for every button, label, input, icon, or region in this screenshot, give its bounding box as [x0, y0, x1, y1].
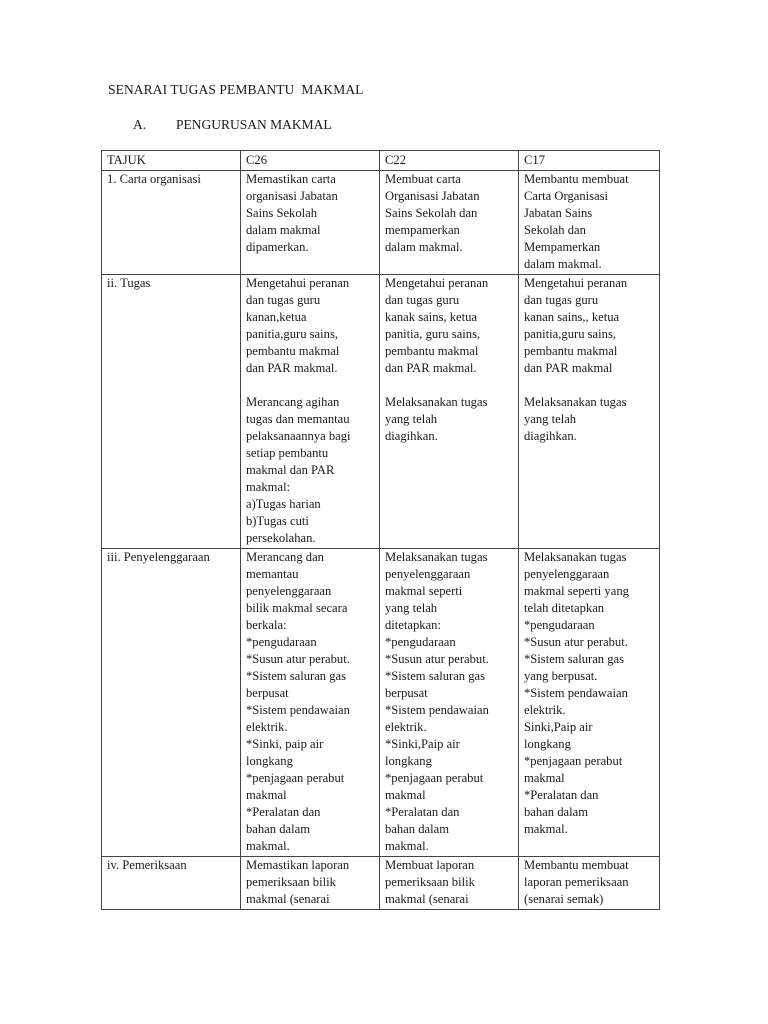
- header-c26: C26: [241, 151, 380, 171]
- c22-text: Membuat laporan pemeriksaan bilik makmal (senarai: [385, 858, 475, 906]
- topic-cell: [102, 171, 241, 275]
- topic-text: iv. Pemeriksaan: [107, 858, 187, 872]
- c22-text: Melaksanakan tugas penyelenggaraan makmal seperti yang telah ditetapkan: *pengudaraan *Susun atur perabut. *Sistem saluran gas berpusat *Sistem pendawaian elektrik. *Sinki,Paip air longkang *penjagaan perabut makmal *Peralatan dan bahan dalam makmal.: [385, 550, 489, 853]
- c22-cell: [380, 275, 519, 549]
- c26-cell: [241, 275, 380, 549]
- c22-text: Membuat carta Organisasi Jabatan Sains Sekolah dan mempamerkan dalam makmal.: [385, 172, 480, 254]
- topic-cell: [102, 857, 241, 910]
- topic-text: iii. Penyelenggaraan: [107, 550, 210, 564]
- c17-text: Membantu membuat Carta Organisasi Jabatan Sains Sekolah dan Mempamerkan dalam makmal.: [524, 172, 629, 271]
- c26-text: Merancang dan memantau penyelenggaraan bilik makmal secara berkala: *pengudaraan *Susun atur perabut. *Sistem saluran gas berpusat *Sistem pendawaian elektrik. *Sinki, paip air longkang *penjagaan perabut makmal *Peralatan dan bahan dalam makmal.: [246, 550, 350, 853]
- c17-cell: [519, 857, 660, 910]
- duty-table: [101, 150, 660, 910]
- section-letter: A.: [133, 117, 147, 132]
- section-heading: [133, 117, 332, 133]
- c17-text: Mengetahui peranan dan tugas guru kanan sains,, ketua panitia,guru sains, pembantu makmal dan PAR makmal Melaksanakan tugas yang telah diagihkan.: [524, 276, 628, 443]
- c26-text: Mengetahui peranan dan tugas guru kanan,ketua panitia,guru sains, pembantu makmal dan PAR makmal. Merancang agihan tugas dan memantau pelaksanaannya bagi setiap pembantu makmal dan PAR makmal: a)Tugas harian b)Tugas cuti persekolahan.: [246, 276, 351, 545]
- c22-cell: [380, 549, 519, 857]
- topic-text: 1. Carta organisasi: [107, 172, 201, 186]
- c26-text: Memastikan laporan pemeriksaan bilik makmal (senarai: [246, 858, 350, 906]
- c26-text: Memastikan carta organisasi Jabatan Sains Sekolah dalam makmal dipamerkan.: [246, 172, 338, 254]
- document-title: SENARAI TUGAS PEMBANTU MAKMAL: [108, 82, 364, 97]
- c26-cell: [241, 857, 380, 910]
- c22-cell: [380, 171, 519, 275]
- table-header-row: [102, 151, 660, 171]
- c26-cell: [241, 171, 380, 275]
- c17-text: Melaksanakan tugas penyelenggaraan makmal seperti yang telah ditetapkan *pengudaraan *Susun atur perabut. *Sistem saluran gas yang berpusat. *Sistem pendawaian elektrik. Sinki,Paip air longkang *penjagaan perabut makmal *Peralatan dan bahan dalam makmal.: [524, 550, 629, 836]
- c17-cell: [519, 171, 660, 275]
- section-title: PENGURUSAN MAKMAL: [176, 117, 332, 132]
- topic-text: ii. Tugas: [107, 276, 151, 290]
- c22-text: Mengetahui peranan dan tugas guru kanak sains, ketua panitia, guru sains, pembantu makmal dan PAR makmal. Melaksanakan tugas yang telah diagihkan.: [385, 276, 489, 443]
- table-row: [102, 275, 660, 549]
- table-row: [102, 857, 660, 910]
- table-row: [102, 549, 660, 857]
- topic-cell: [102, 275, 241, 549]
- header-tajuk: TAJUK: [102, 151, 241, 171]
- table-row: [102, 171, 660, 275]
- c17-cell: [519, 549, 660, 857]
- header-c17: C17: [519, 151, 660, 171]
- c26-cell: [241, 549, 380, 857]
- c17-cell: [519, 275, 660, 549]
- c17-text: Membantu membuat laporan pemeriksaan (senarai semak): [524, 858, 629, 906]
- c22-cell: [380, 857, 519, 910]
- topic-cell: [102, 549, 241, 857]
- header-c22: C22: [380, 151, 519, 171]
